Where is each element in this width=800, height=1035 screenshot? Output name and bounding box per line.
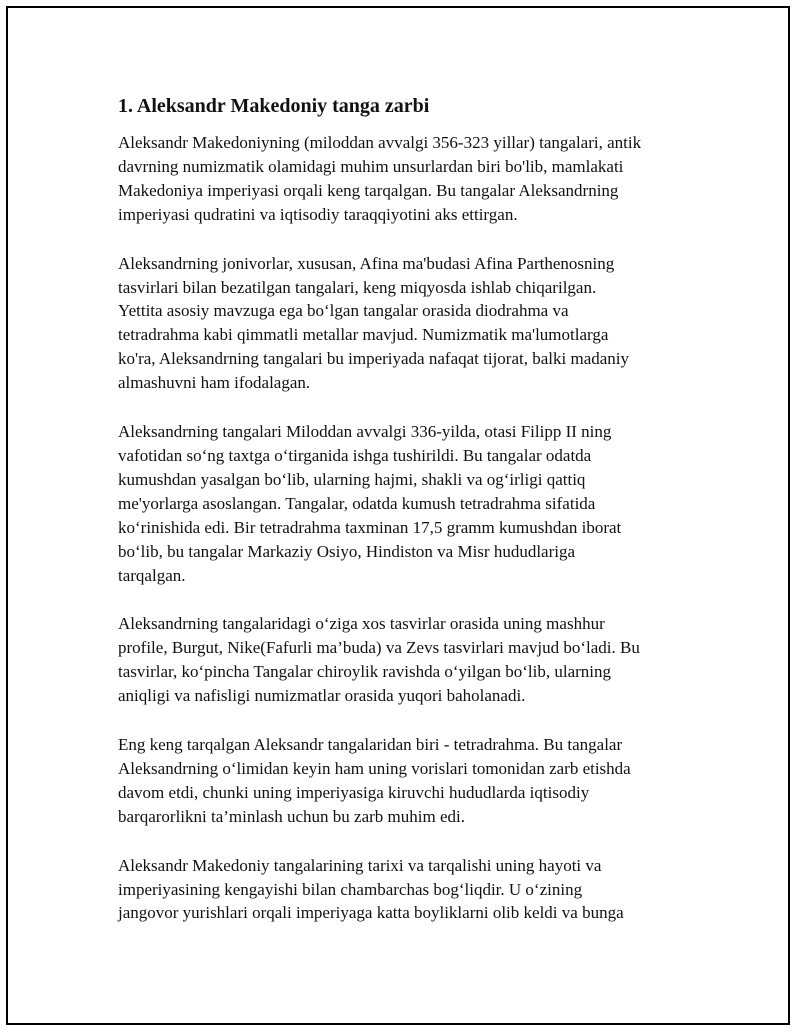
paragraph-imagery: Aleksandrning jonivorlar, xususan, Afina ma'budasi Afina Parthenosning tasvirlari bilan bezatilgan tangalari, keng miqyosda ishlab chiqarilgan. Yettita asosiy mavzuga ega bo‘lgan tangalar orasida diodrahma va tetradrahma kabi qimmatli metallar mavjud. Numizmatik ma'lumotlarga ko'ra, Aleksandrning tangalari bu imperiyada nafaqat tijorat, balki madaniy almashuvni ham ifodalagan. (118, 253, 630, 393)
paragraph-depictions: Aleksandrning tangalaridagi o‘ziga xos tasvirlar orasida uning mashhur profile, Burgut, Nike(Fafurli ma’buda) va Zevs tasvirlari mavjud bo‘ladi. Bu tasvirlar, ko‘pincha Tangalar chiroylik ravishda o‘yilgan bo‘lib, ularning aniqligi va nafisligi numizmatlar orasida yuqori baholanadi. (118, 614, 640, 706)
document-body (118, 93, 698, 950)
paragraph-minting: Aleksandrning tangalari Miloddan avvalgi 336-yilda, otasi Filipp II ning vafotidan so‘ng taxtga o‘tirganida ishga tushirildi. Bu tangalar odatda kumushdan yasalgan bo‘lib, ularning hajmi, shakli va og‘irligi qattiq me'yorlarga asoslangan. Tangalar, odatda kumush tetradrahma sifatida ko‘rinishida edi. Bir tetradrahma taxminan 17,5 gramm kumushdan iborat bo‘lib, bu tangalar Markaziy Osiyo, Hindiston va Misr hududlariga tarqalgan. (118, 422, 622, 585)
paragraph-tetradrachm: Eng keng tarqalgan Aleksandr tangalaridan biri - tetradrahma. Bu tangalar Aleksandrning o‘limidan keyin ham uning vorislari tomonidan zarb etishda davom etdi, chunki uning imperiyasiga kiruvchi hududlarda iqtisodiy barqarorlikni ta’minlash uchun bu zarb muhim edi. (118, 735, 631, 826)
section-title: 1. Aleksandr Makedoniy tanga zarbi (118, 95, 430, 117)
paragraph-history: Aleksandr Makedoniy tangalarining tarixi va tarqalishi uning hayoti va imperiyasining kengayishi bilan chambarchas bog‘liqdir. U o‘zining jangovor yurishlari orqali imperiyaga katta boyliklarni olib keldi va bunga (118, 855, 624, 923)
paragraph-intro: Aleksandr Makedoniyning (miloddan avvalgi 356-323 yillar) tangalari, antik davrning numizmatik olamidagi muhim unsurlardan biri bo'lib, mamlakati Makedoniya imperiyasi orqali keng tarqalgan. Bu tangalar Aleksandrning imperiyasi qudratini va iqtisodiy taraqqiyotini aks ettirgan. (118, 133, 642, 224)
